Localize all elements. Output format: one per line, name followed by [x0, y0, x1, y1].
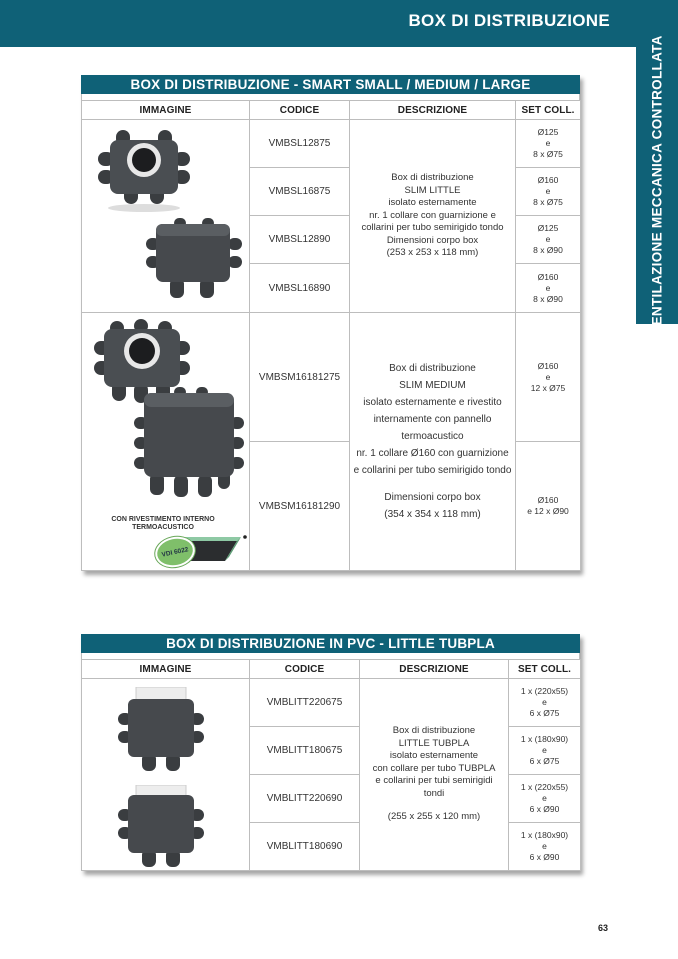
product-table [81, 100, 581, 571]
product-code: VMBSL12875 [250, 120, 350, 168]
product-code: VMBLITT180675 [250, 727, 360, 775]
page-title: BOX DI DISTRIBUZIONE [408, 11, 610, 30]
header-description: DESCRIZIONE [350, 101, 516, 120]
product-image-tubpla-box-2 [118, 785, 204, 869]
product-image-cell [82, 679, 250, 871]
product-description: Box di distribuzione LITTLE TUBPLA isolato esternamente con collare per tubo TUBPLA e collarini per tubi semirigidi tondi (255 x 255 x 120 mm) [360, 679, 509, 871]
side-tab-label: VENTILAZIONE MECCANICA CONTROLLATA [649, 35, 665, 335]
product-image-cell [82, 120, 250, 313]
header-set: SET COLL. [509, 660, 581, 679]
insulation-note: CON RIVESTIMENTO INTERNO TERMOACUSTICO [111, 516, 215, 531]
header-code: CODICE [250, 101, 350, 120]
header-set: SET COLL. [516, 101, 581, 120]
product-code: VMBSL12890 [250, 216, 350, 264]
table-row [82, 313, 581, 442]
product-table [81, 659, 581, 871]
collar-set: Ø160 e 12 x Ø75 [516, 313, 581, 442]
table-little-tubpla [81, 634, 580, 871]
product-code: VMBSM16181290 [250, 442, 350, 571]
product-image-box-medium-side [134, 387, 244, 499]
header-image: IMMAGINE [82, 101, 250, 120]
product-code: VMBSM16181275 [250, 313, 350, 442]
collar-set: 1 x (180x90) e 6 x Ø90 [509, 823, 581, 871]
table-row [82, 679, 581, 727]
header-image: IMMAGINE [82, 660, 250, 679]
table-title: BOX DI DISTRIBUZIONE IN PVC - LITTLE TUBPLA [81, 634, 580, 653]
page-number: 63 [598, 923, 609, 933]
collar-set: 1 x (180x90) e 6 x Ø75 [509, 727, 581, 775]
header-code: CODICE [250, 660, 360, 679]
product-code: VMBLITT220690 [250, 775, 360, 823]
product-description: Box di distribuzione SLIM MEDIUM isolato esternamente e rivestito internamente con pannello termoacustico nr. 1 collare Ø160 con guarnizione e collarini per tubo semirigido tondo Dimensioni corpo box (354 x 354 x 118 mm) [350, 313, 516, 571]
table-smart-box [81, 75, 580, 571]
collar-set: Ø125 e 8 x Ø75 [516, 120, 581, 168]
collar-set: Ø160 e 12 x Ø90 [516, 442, 581, 571]
product-code: VMBSL16875 [250, 168, 350, 216]
product-image-tubpla-box-1 [118, 687, 204, 773]
product-image-box-small-top [94, 124, 194, 214]
product-image-box-small-side [144, 218, 242, 302]
vdi-badge: VDI 6022 [152, 533, 197, 571]
product-code: VMBSL16890 [250, 264, 350, 313]
table-row [82, 120, 581, 168]
product-code: VMBLITT180690 [250, 823, 360, 871]
product-description: Box di distribuzione SLIM LITTLE isolato esternamente nr. 1 collare con guarnizione e collarini per tubo semirigido tondo Dimensioni corpo box (253 x 253 x 118 mm) [350, 120, 516, 313]
collar-set: 1 x (220x55) e 6 x Ø75 [509, 679, 581, 727]
table-title: BOX DI DISTRIBUZIONE - SMART SMALL / MEDIUM / LARGE [81, 75, 580, 94]
product-code: VMBLITT220675 [250, 679, 360, 727]
collar-set: 1 x (220x55) e 6 x Ø90 [509, 775, 581, 823]
collar-set: Ø160 e 8 x Ø90 [516, 264, 581, 313]
collar-set: Ø160 e 8 x Ø75 [516, 168, 581, 216]
collar-set: Ø125 e 8 x Ø90 [516, 216, 581, 264]
header-description: DESCRIZIONE [360, 660, 509, 679]
